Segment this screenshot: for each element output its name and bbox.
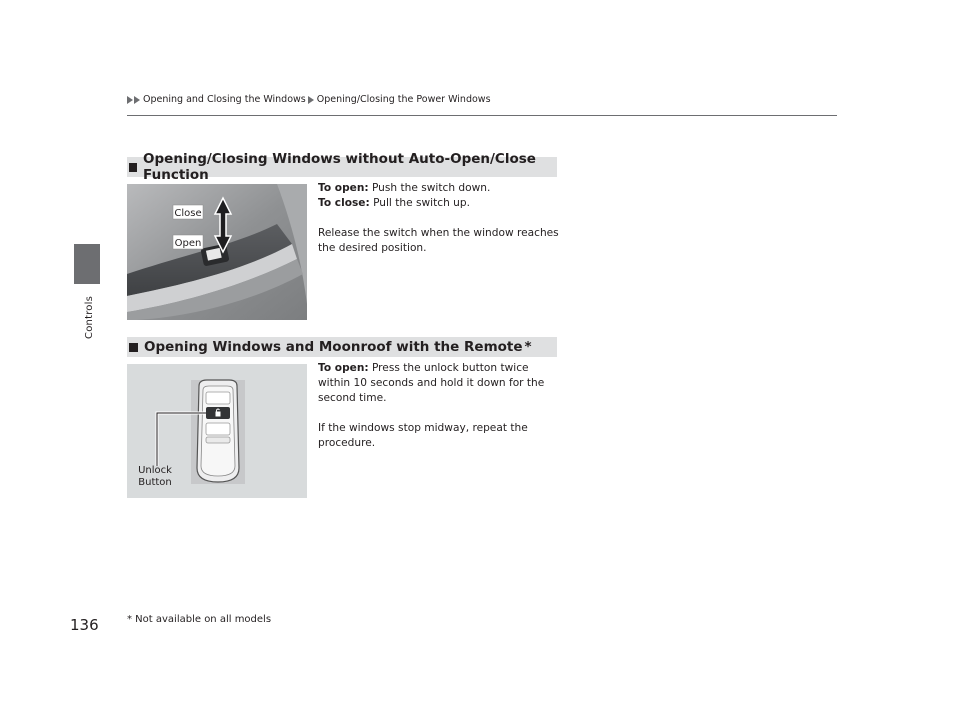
section-title: Opening Windows and Moonroof with the Remote <box>144 339 523 355</box>
paragraph-line: procedure. <box>318 437 376 449</box>
instruction-line: To open: Press the unlock button twice <box>318 362 529 374</box>
figure-label-open: Open <box>174 238 202 249</box>
remote-illustration <box>127 364 307 498</box>
section-header-remote <box>127 337 557 357</box>
section-title-mark: * <box>524 339 532 355</box>
paragraph-line: second time. <box>318 392 387 404</box>
chapter-label: Controls <box>84 296 95 339</box>
breadcrumb-item[interactable]: Opening and Closing the Windows <box>143 94 306 105</box>
paragraph-line: Release the switch when the window reaches <box>318 227 559 239</box>
paragraph-line: within 10 seconds and hold it down for the <box>318 377 545 389</box>
paragraph-line: the desired position. <box>318 242 427 254</box>
figure-label-close: Close <box>174 208 202 219</box>
paragraph-line: If the windows stop midway, repeat the <box>318 422 528 434</box>
section-header-no-auto <box>127 151 557 183</box>
window-switch-figure <box>127 184 307 320</box>
section-square-icon <box>129 163 137 172</box>
footnote-text: Not available on all models <box>132 614 272 625</box>
breadcrumb-arrow-icon <box>127 96 133 104</box>
figure-label-unlock: Unlock <box>138 465 172 476</box>
section-title: Opening/Closing Windows without Auto-Open/Close Function <box>143 151 536 183</box>
chapter-tab <box>74 244 100 284</box>
window-switch-illustration <box>127 184 307 320</box>
section-square-icon <box>129 343 138 352</box>
breadcrumb <box>127 94 491 105</box>
section-body-remote <box>318 361 563 451</box>
breadcrumb-item[interactable]: Opening/Closing the Power Windows <box>316 94 491 105</box>
page-number: 136 <box>70 616 99 634</box>
header-rule <box>127 115 837 116</box>
footnote <box>127 614 271 625</box>
breadcrumb-arrow-icon <box>308 96 314 104</box>
section-body-no-auto <box>318 181 563 256</box>
footnote-mark: * <box>127 614 132 625</box>
instruction-line: To open: Push the switch down. <box>318 182 491 194</box>
breadcrumb-arrow-icon <box>134 96 140 104</box>
remote-figure <box>127 364 307 498</box>
figure-label-button: Button <box>138 477 172 488</box>
instruction-line: To close: Pull the switch up. <box>318 197 470 209</box>
